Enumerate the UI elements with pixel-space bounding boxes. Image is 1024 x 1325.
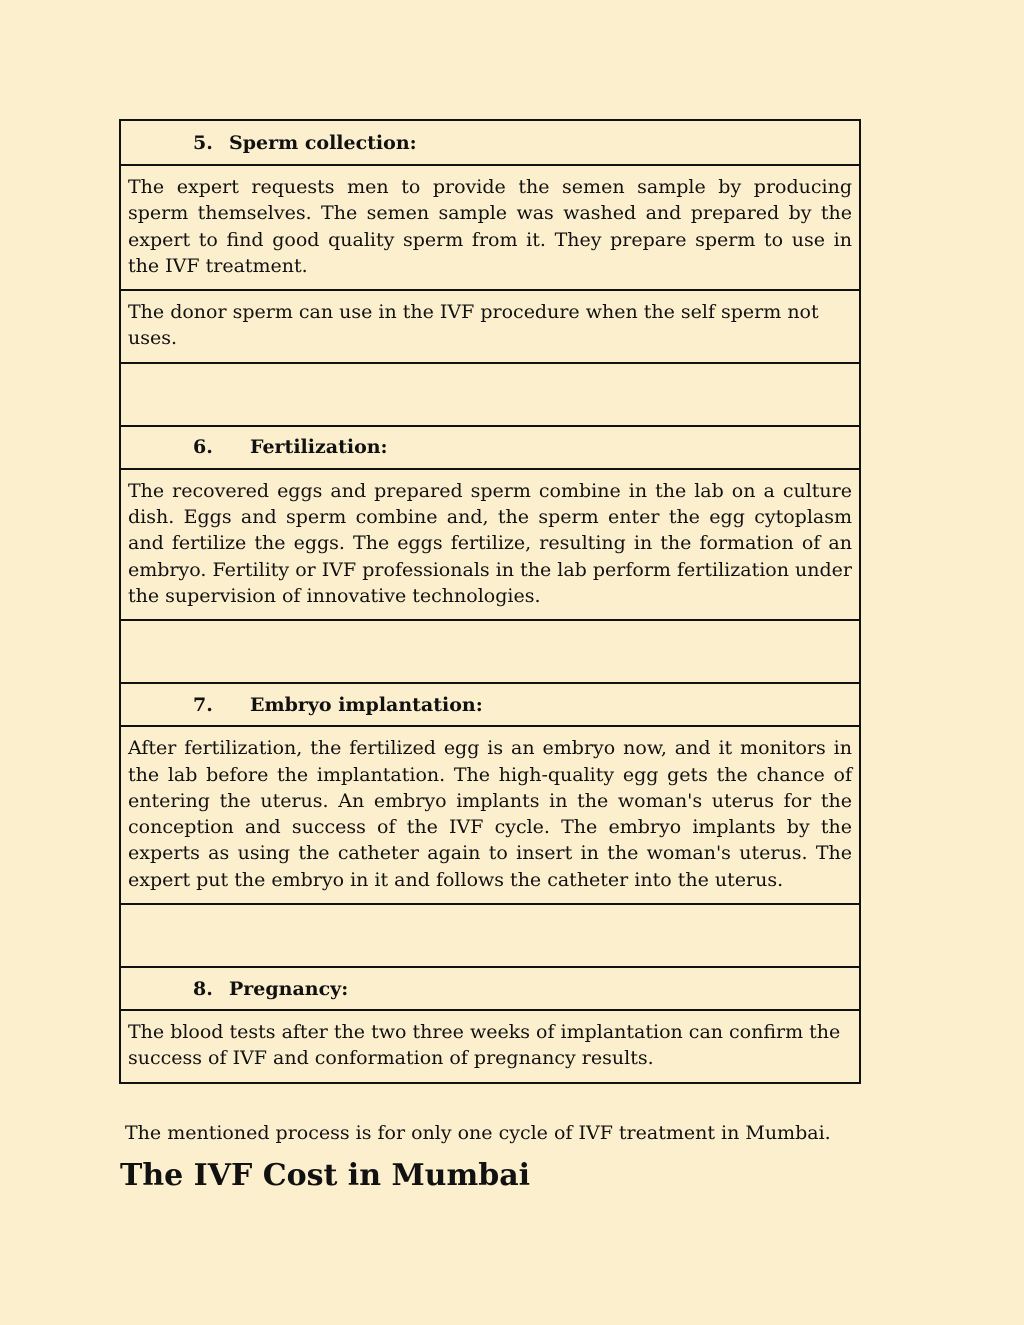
step-paragraph: The expert requests men to provide the semen sample by producing sperm themselves. The semen sample was washed and prepared by the expert to find good quality sperm from it. They prepare sperm to use in the IVF treatment. — [121, 164, 859, 289]
step-paragraph: After fertilization, the fertilized egg is an embryo now, and it monitors in the lab before the implantation. The high-quality egg gets the chance of entering the uterus. An embryo implants in the woman's uterus for the conception and success of the IVF cycle. The embryo implants by the experts as using the catheter again to insert in the woman's uterus. The expert put the embryo in it and follows the catheter into the uterus. — [121, 725, 859, 903]
step-heading — [121, 425, 859, 468]
closing-note: The mentioned process is for only one cycle of IVF treatment in Mumbai. — [125, 1122, 831, 1144]
section-heading: The IVF Cost in Mumbai — [120, 1158, 531, 1193]
step-title: Fertilization: — [250, 436, 388, 459]
step-heading — [121, 121, 859, 164]
step-paragraph: The blood tests after the two three weeks of implantation can confirm the success of IVF and conformation of pregnancy results. — [121, 1009, 859, 1082]
step-title: Pregnancy: — [229, 977, 349, 1000]
step-paragraph: The donor sperm can use in the IVF procedure when the self sperm not uses. — [121, 289, 859, 362]
step-number: 5. — [193, 131, 213, 154]
step-title: Embryo implantation: — [250, 693, 483, 716]
step-number: 6. — [193, 436, 213, 459]
empty-row — [121, 903, 859, 966]
step-number: 7. — [193, 693, 213, 716]
empty-row — [121, 362, 859, 425]
step-heading — [121, 682, 859, 725]
step-heading — [121, 966, 859, 1009]
step-paragraph: The recovered eggs and prepared sperm combine in the lab on a culture dish. Eggs and sperm combine and, the sperm enter the egg cytoplasm and fertilize the eggs. The eggs fertilize, resulting in the formation of an embryo. Fertility or IVF professionals in the lab perform fertilization under the supervision of innovative technologies. — [121, 468, 859, 619]
empty-row — [121, 619, 859, 682]
steps-table — [119, 119, 861, 1084]
step-title: Sperm collection: — [229, 131, 417, 154]
step-number: 8. — [193, 977, 213, 1000]
